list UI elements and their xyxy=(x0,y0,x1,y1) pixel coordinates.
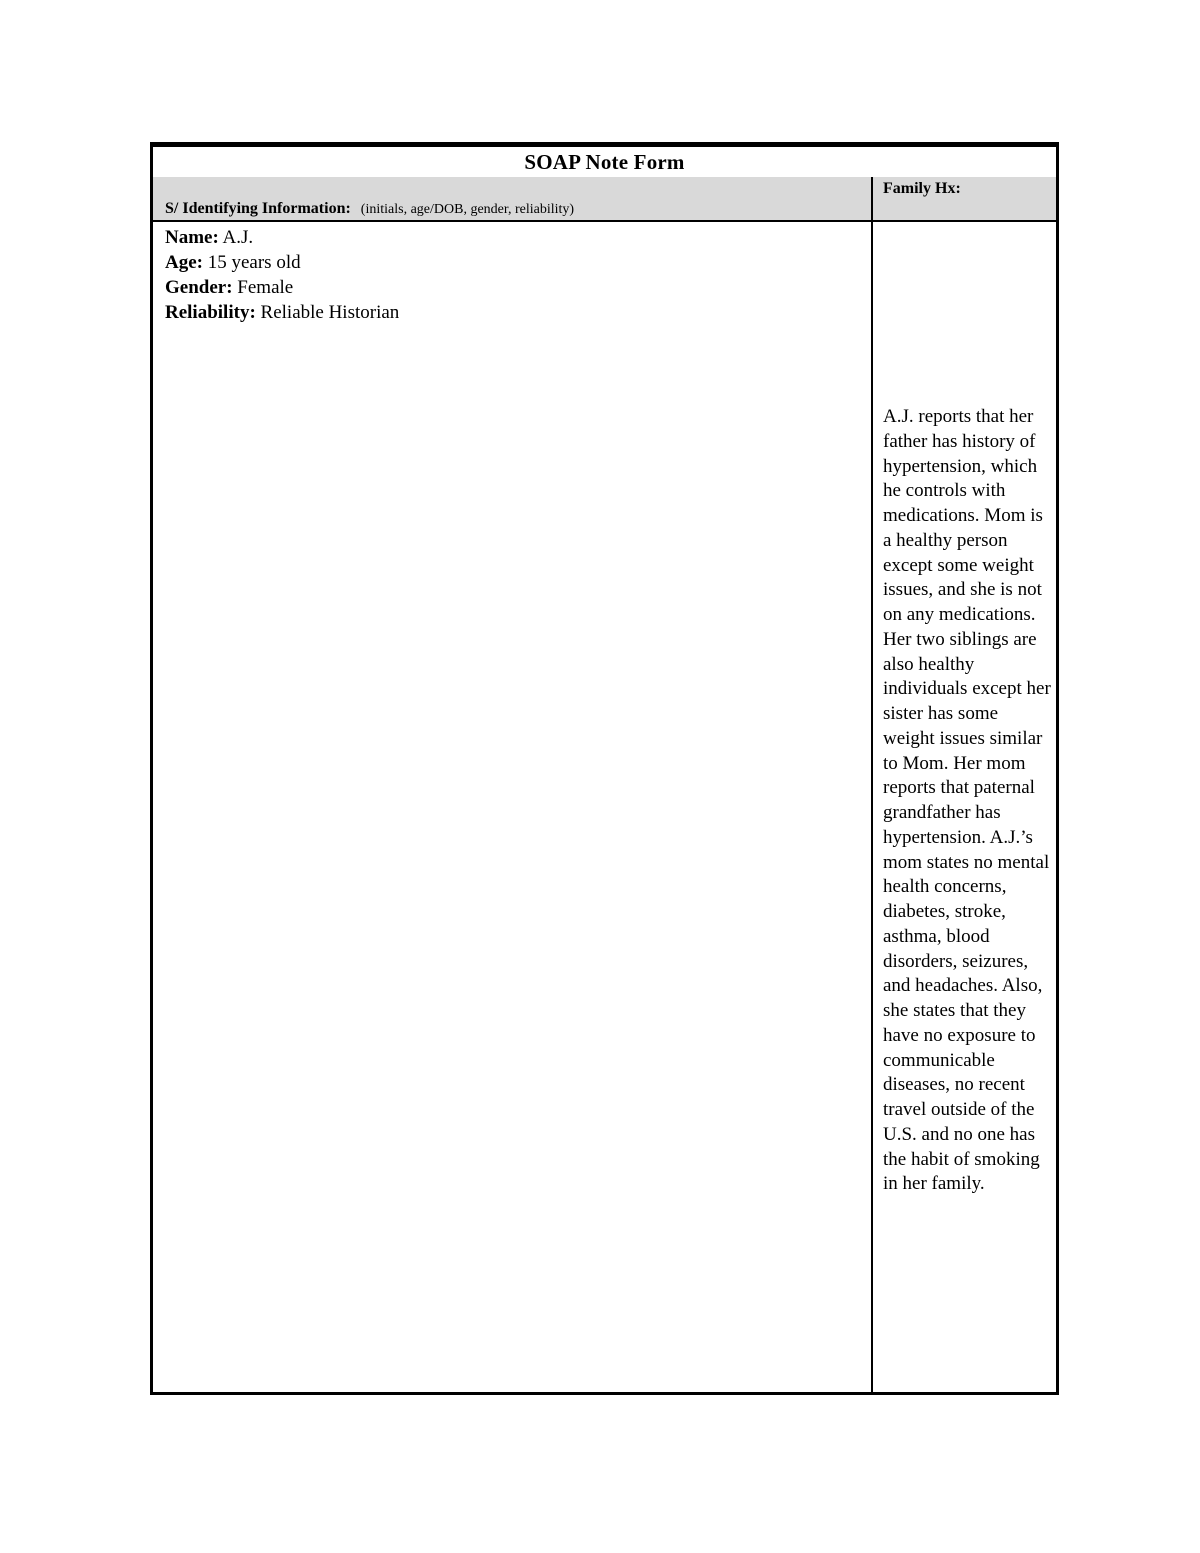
family-hx-text: A.J. reports that her father has history of hypertension, which he controls with medications. Mom is a healthy person except some weight issues, and she is not on any medications. Her two siblings are also healthy individuals except her sister has some weight issues similar to Mom. Her mom reports that paternal grandfather has hypertension. A.J.’s mom states no mental health concerns, diabetes, stroke, asthma, blood disorders, seizures, and headaches. Also, she states that they have no exposure to communicable diseases, no recent travel outside of the U.S. and no one has the habit of smoking in her family. xyxy=(883,406,1051,1195)
name-field xyxy=(165,225,399,250)
reliability-value: Reliable Historian xyxy=(260,302,400,323)
age-field xyxy=(165,250,399,275)
identifying-info-label: S/ Identifying Information: xyxy=(165,200,351,217)
reliability-field xyxy=(165,300,399,325)
gender-value: Female xyxy=(237,277,294,298)
identifying-info-header xyxy=(165,200,574,218)
name-value: A.J. xyxy=(222,227,254,248)
form-title: SOAP Note Form xyxy=(153,147,1056,179)
family-hx-label: Family Hx: xyxy=(883,180,961,197)
column-divider xyxy=(871,177,873,1392)
identifying-info-hint: (initials, age/DOB, gender, reliability) xyxy=(360,202,575,217)
soap-note-form xyxy=(150,142,1059,1395)
reliability-label: Reliability: xyxy=(165,302,256,323)
name-label: Name: xyxy=(165,227,219,248)
section-header-row xyxy=(153,177,1056,222)
age-value: 15 years old xyxy=(207,252,301,273)
gender-field xyxy=(165,275,399,300)
identifying-info-fields xyxy=(165,225,399,325)
age-label: Age: xyxy=(165,252,203,273)
gender-label: Gender: xyxy=(165,277,233,298)
